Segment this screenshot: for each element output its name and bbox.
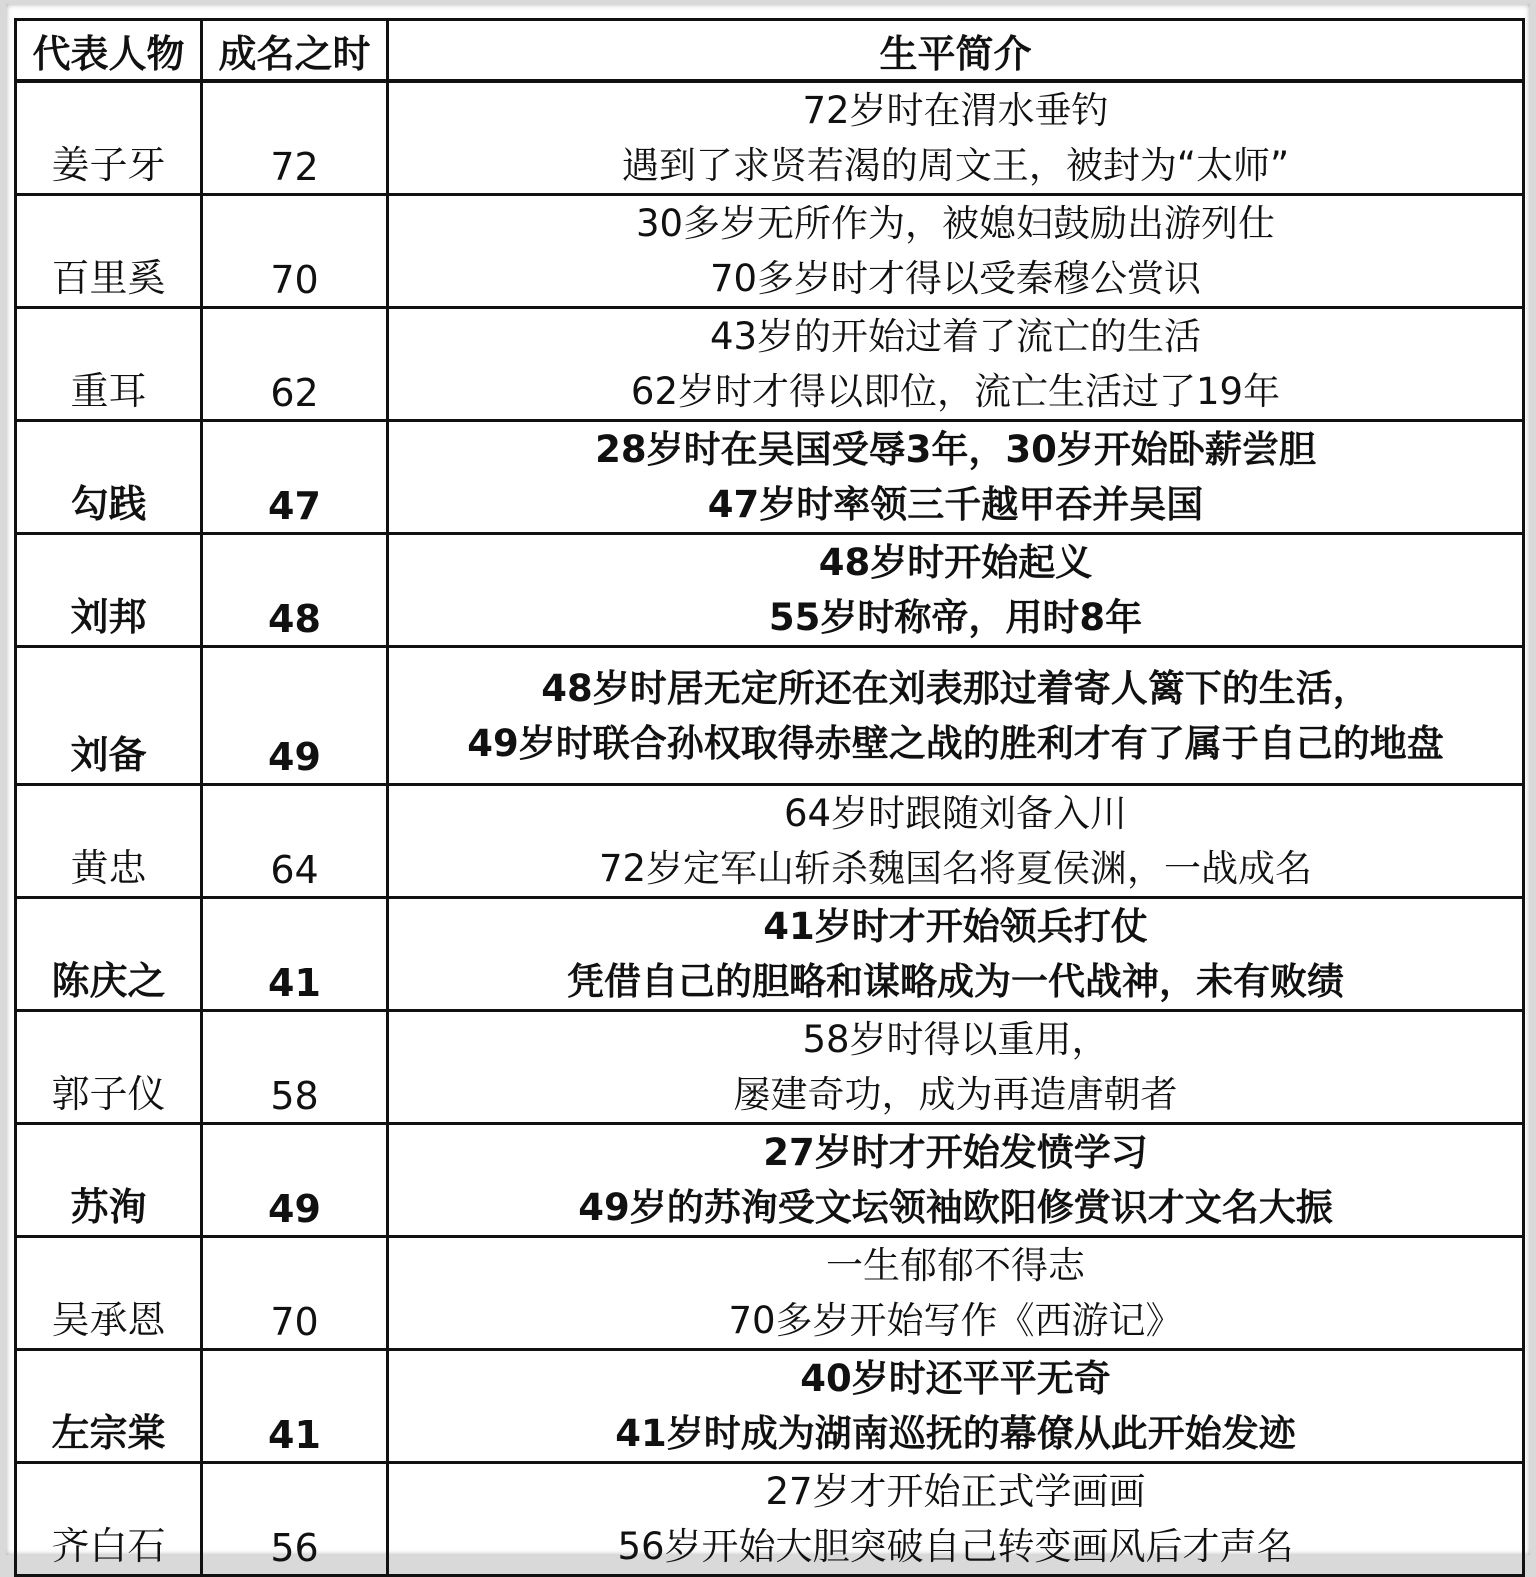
table-row <box>16 1237 1524 1350</box>
biography-cell <box>388 785 1524 898</box>
person-name-cell: 左宗棠 <box>16 1350 202 1463</box>
biography-cell <box>388 421 1524 534</box>
person-name-cell: 吴承恩 <box>16 1237 202 1350</box>
biography-cell <box>388 647 1524 785</box>
biography-line-2: 72岁定军山斩杀魏国名将夏侯渊，一战成名 <box>598 847 1313 890</box>
fame-age-cell: 49 <box>202 1124 388 1237</box>
table-row <box>16 1350 1524 1463</box>
biography-table <box>14 18 1525 1577</box>
biography-cell <box>388 534 1524 647</box>
biography-cell <box>388 898 1524 1011</box>
person-name-cell: 齐白石 <box>16 1463 202 1576</box>
fame-age-cell: 41 <box>202 1350 388 1463</box>
fame-age-cell: 48 <box>202 534 388 647</box>
table-row <box>16 308 1524 421</box>
biography-line-2: 56岁开始大胆突破自己转变画风后才声名 <box>617 1525 1294 1568</box>
header-row <box>16 20 1524 82</box>
biography-line-1: 27岁才开始正式学画画 <box>765 1470 1146 1513</box>
table-row <box>16 647 1524 785</box>
table-row <box>16 1124 1524 1237</box>
person-name-cell: 刘邦 <box>16 534 202 647</box>
header-fame-age: 成名之时 <box>202 20 388 82</box>
fame-age-cell: 70 <box>202 195 388 308</box>
fame-age-cell: 49 <box>202 647 388 785</box>
table-body <box>16 81 1524 1576</box>
biography-line-1: 58岁时得以重用， <box>802 1018 1109 1061</box>
fame-age-cell: 72 <box>202 81 388 195</box>
biography-line-2: 49岁的苏洵受文坛领袖欧阳修赏识才文名大振 <box>578 1186 1333 1229</box>
table-row <box>16 1011 1524 1124</box>
person-name-cell: 姜子牙 <box>16 81 202 195</box>
fame-age-cell: 41 <box>202 898 388 1011</box>
biography-cell <box>388 1011 1524 1124</box>
person-name-cell: 郭子仪 <box>16 1011 202 1124</box>
person-name-cell: 勾践 <box>16 421 202 534</box>
biography-line-1: 28岁时在吴国受辱3年，30岁开始卧薪尝胆 <box>595 428 1316 471</box>
table-row <box>16 195 1524 308</box>
biography-cell <box>388 81 1524 195</box>
biography-line-1: 48岁时居无定所还在刘表那过着寄人篱下的生活， <box>541 666 1370 710</box>
table-row <box>16 898 1524 1011</box>
fame-age-cell: 64 <box>202 785 388 898</box>
table-row <box>16 81 1524 195</box>
biography-cell <box>388 1237 1524 1350</box>
biography-cell <box>388 195 1524 308</box>
person-name-cell: 陈庆之 <box>16 898 202 1011</box>
biography-line-2: 凭借自己的胆略和谋略成为一代战神，未有败绩 <box>567 960 1344 1003</box>
biography-line-2: 70多岁开始写作《西游记》 <box>728 1299 1183 1342</box>
biography-line-2: 47岁时率领三千越甲吞并吴国 <box>707 483 1204 526</box>
biography-line-2: 49岁时联合孙权取得赤壁之战的胜利才有了属于自己的地盘 <box>467 721 1444 765</box>
fame-age-cell: 58 <box>202 1011 388 1124</box>
fame-age-cell: 62 <box>202 308 388 421</box>
biography-line-1: 64岁时跟随刘备入川 <box>783 792 1128 835</box>
biography-line-1: 72岁时在渭水垂钓 <box>802 89 1109 132</box>
table-row <box>16 421 1524 534</box>
biography-line-2: 55岁时称帝，用时8年 <box>768 596 1143 639</box>
biography-cell <box>388 308 1524 421</box>
person-name-cell: 重耳 <box>16 308 202 421</box>
table-row <box>16 785 1524 898</box>
biography-line-1: 48岁时开始起义 <box>818 541 1093 584</box>
fame-age-cell: 70 <box>202 1237 388 1350</box>
person-name-cell: 百里奚 <box>16 195 202 308</box>
biography-line-1: 27岁时才开始发愤学习 <box>763 1131 1148 1174</box>
header-person: 代表人物 <box>16 20 202 82</box>
biography-line-1: 41岁时才开始领兵打仗 <box>763 905 1148 948</box>
table-row <box>16 534 1524 647</box>
header-biography: 生平简介 <box>388 20 1524 82</box>
biography-line-1: 40岁时还平平无奇 <box>800 1357 1111 1400</box>
biography-line-1: 43岁的开始过着了流亡的生活 <box>709 315 1202 358</box>
biography-line-1: 30多岁无所作为，被媳妇鼓励出游列仕 <box>635 202 1276 245</box>
biography-line-2: 遇到了求贤若渴的周文王，被封为“太师” <box>621 144 1290 187</box>
biography-line-2: 62岁时才得以即位，流亡生活过了19年 <box>630 370 1281 413</box>
person-name-cell: 刘备 <box>16 647 202 785</box>
fame-age-cell: 47 <box>202 421 388 534</box>
person-name-cell: 黄忠 <box>16 785 202 898</box>
biography-line-2: 70多岁时才得以受秦穆公赏识 <box>709 257 1202 300</box>
biography-cell <box>388 1350 1524 1463</box>
fame-age-cell: 56 <box>202 1463 388 1576</box>
person-name-cell: 苏洵 <box>16 1124 202 1237</box>
biography-cell <box>388 1124 1524 1237</box>
biography-line-1: 一生郁郁不得志 <box>826 1244 1085 1287</box>
table-sheet <box>6 4 1530 1570</box>
biography-line-2: 屡建奇功，成为再造唐朝者 <box>733 1073 1178 1116</box>
biography-line-2: 41岁时成为湖南巡抚的幕僚从此开始发迹 <box>615 1412 1296 1455</box>
